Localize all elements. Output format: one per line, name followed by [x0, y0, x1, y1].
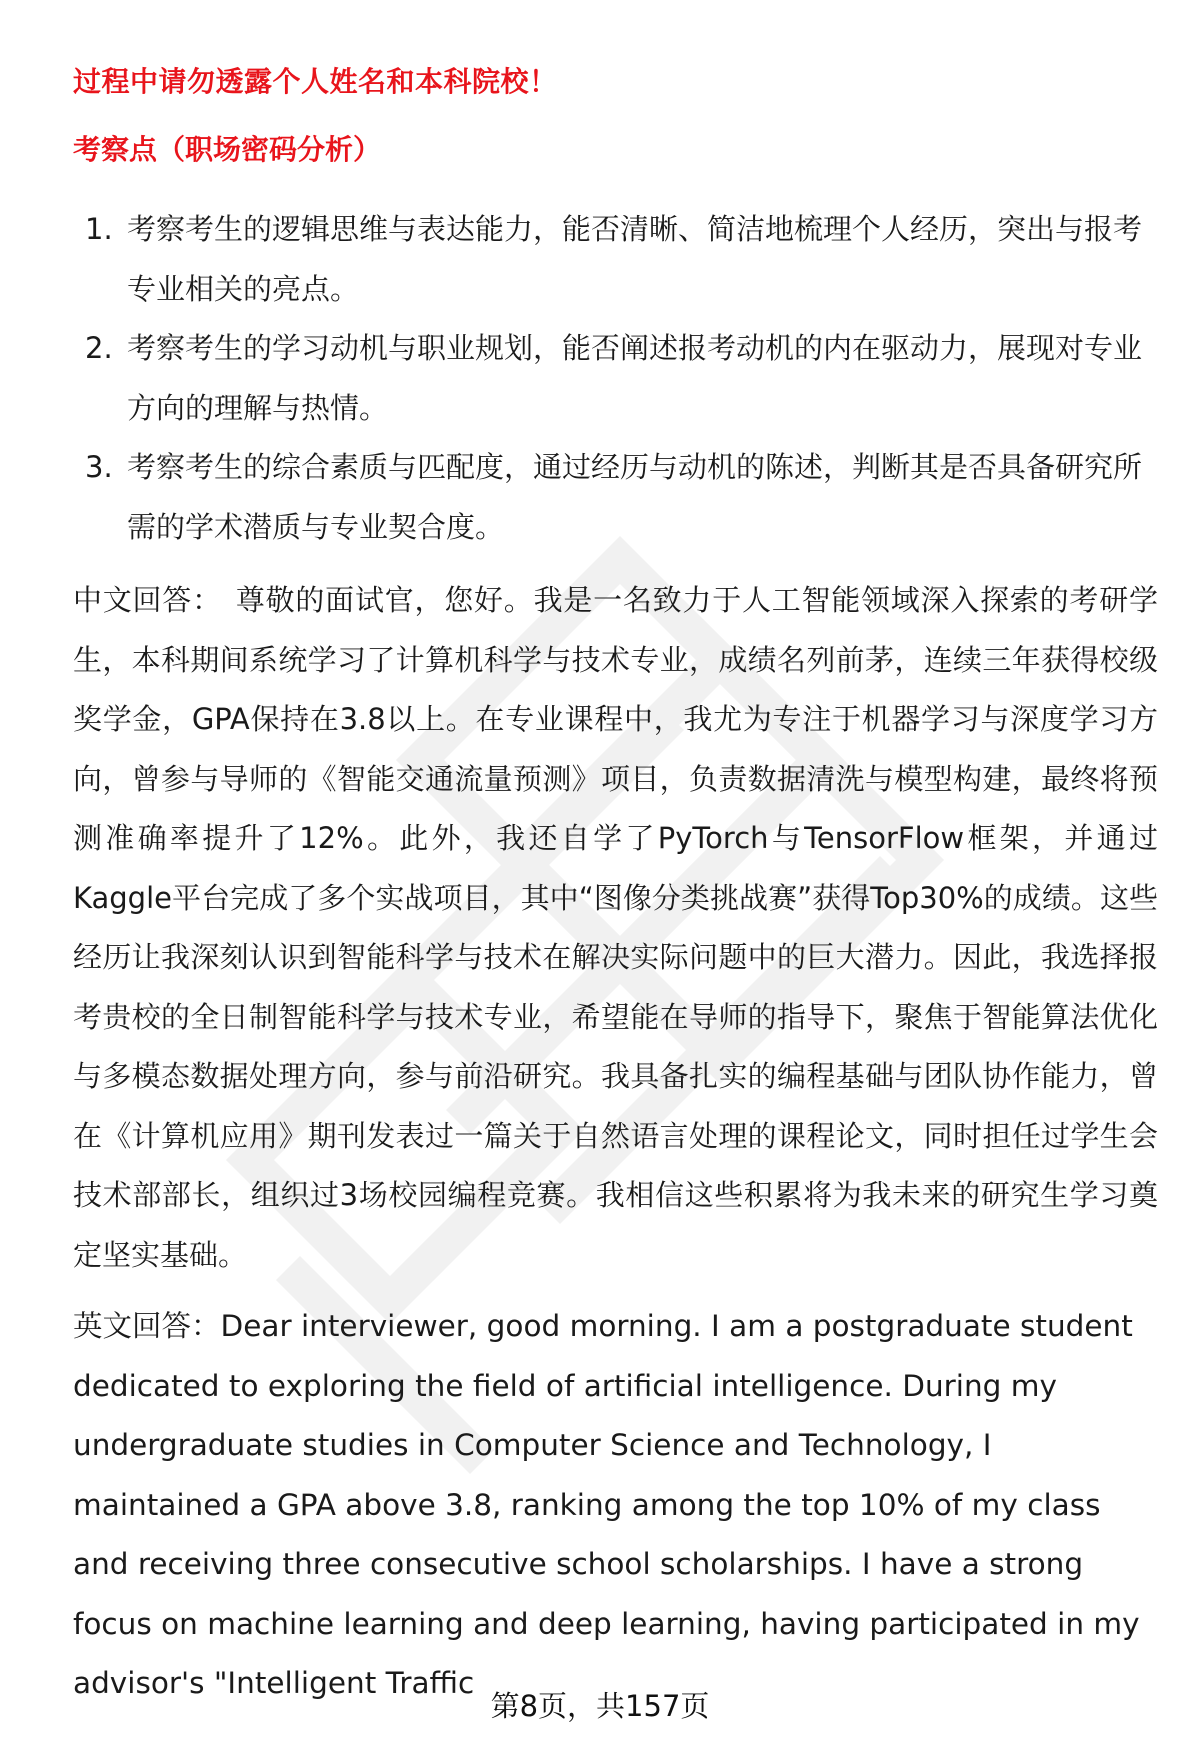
list-item-number: 1.	[85, 212, 113, 246]
list-item	[73, 319, 1158, 438]
list-item	[73, 438, 1158, 557]
document-body	[73, 54, 1158, 1714]
list-item	[73, 200, 1158, 319]
english-answer-text: Dear interviewer, good morning. I am a postgraduate student dedicated to exploring the field of artificial intelligence. During my undergraduate studies in Computer Science and Technology, I maintained a GPA above 3.8, ranking among the top 10% of my class and receiving three consecutive school scholarships. I have a strong focus on machine learning and deep learning, having participated in my advisor's "Intelligent Traffic	[73, 1309, 1140, 1700]
privacy-warning: 过程中请勿透露个人姓名和本科院校！	[73, 65, 558, 98]
assessment-points-list	[73, 200, 1158, 557]
list-item-number: 2.	[85, 331, 113, 365]
page-number-footer: 第8页，共157页	[490, 1689, 710, 1723]
chinese-answer-paragraph	[73, 571, 1158, 1285]
list-item-text: 考察考生的学习动机与职业规划，能否阐述报考动机的内在驱动力，展现对专业方向的理解与热情。	[127, 331, 1143, 425]
list-item-number: 3.	[85, 450, 113, 484]
english-answer-label: 英文回答：	[73, 1309, 221, 1343]
english-answer-paragraph	[73, 1297, 1158, 1714]
list-item-text: 考察考生的综合素质与匹配度，通过经历与动机的陈述，判断其是否具备研究所需的学术潜质与专业契合度。	[127, 450, 1143, 544]
list-item-text: 考察考生的逻辑思维与表达能力，能否清晰、简洁地梳理个人经历，突出与报考专业相关的亮点。	[127, 212, 1143, 306]
chinese-answer-label: 中文回答：	[73, 583, 222, 617]
section-title: 考察点（职场密码分析）	[73, 133, 382, 166]
chinese-answer-text: 尊敬的面试官，您好。我是一名致力于人工智能领域深入探索的考研学生，本科期间系统学习了计算机科学与技术专业，成绩名列前茅，连续三年获得校级奖学金，GPA保持在3.8以上。在专业课程中，我尤为专注于机器学习与深度学习方向，曾参与导师的《智能交通流量预测》项目，负责数据清洗与模型构建，最终将预测准确率提升了12%。此外，我还自学了PyTorch与TensorFlow框架，并通过Kaggle平台完成了多个实战项目，其中“图像分类挑战赛”获得Top30%的成绩。这些经历让我深刻认识到智能科学与技术在解决实际问题中的巨大潜力。因此，我选择报考贵校的全日制智能科学与技术专业，希望能在导师的指导下，聚焦于智能算法优化与多模态数据处理方向，参与前沿研究。我具备扎实的编程基础与团队协作能力，曾在《计算机应用》期刊发表过一篇关于自然语言处理的课程论文，同时担任过学生会技术部部长，组织过3场校园编程竞赛。我相信这些积累将为我未来的研究生学习奠定坚实基础。	[73, 583, 1158, 1272]
